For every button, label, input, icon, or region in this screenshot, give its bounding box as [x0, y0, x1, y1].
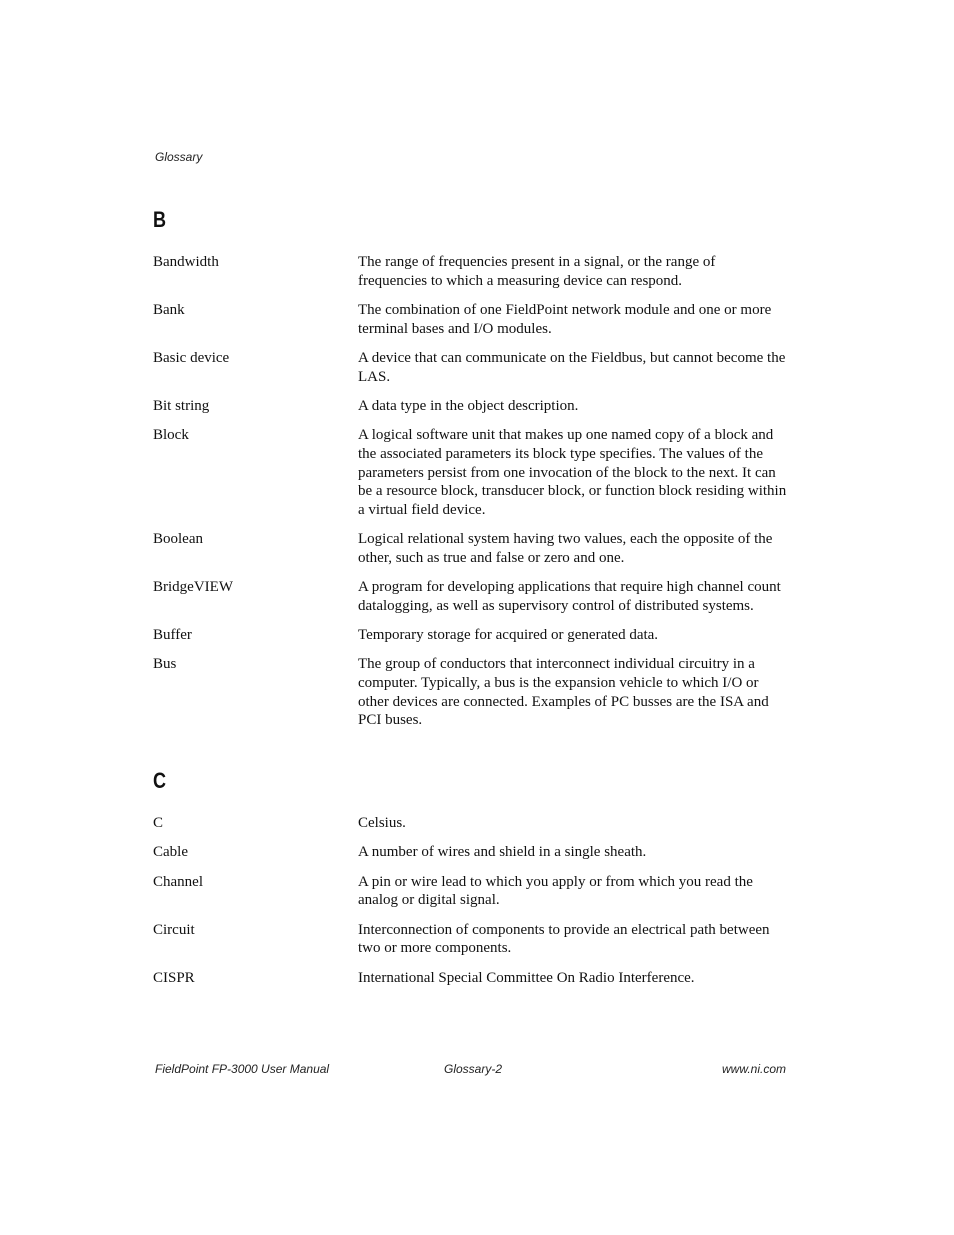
glossary-term: C — [153, 815, 164, 831]
footer-manual-title: FieldPoint FP-3000 User Manual — [155, 1062, 330, 1076]
glossary-definition: A data type in the object description. — [358, 397, 579, 414]
glossary-definition: A number of wires and shield in a single sheath. — [358, 844, 647, 861]
glossary-entry — [153, 873, 793, 910]
glossary-term: Bit string — [153, 397, 210, 414]
glossary-entry — [153, 921, 793, 958]
glossary-term: Circuit — [153, 921, 195, 938]
glossary-entry — [153, 253, 793, 290]
running-head: Glossary — [155, 150, 203, 164]
glossary-term: Block — [153, 427, 189, 444]
glossary-definition: A device that can communicate on the Fieldbus, but cannot become the LAS. — [358, 349, 786, 385]
glossary-definition: Temporary storage for acquired or generated data. — [358, 627, 659, 644]
glossary-definition: International Special Committee On Radio Interference. — [358, 969, 695, 986]
section-letter: B — [153, 207, 167, 232]
glossary-term: Bandwidth — [153, 254, 219, 270]
glossary-entry — [153, 397, 793, 416]
glossary-entry — [153, 578, 793, 615]
glossary-definition: The group of conductors that interconnect individual circuitry in a computer. Typically, a bus is the expansion vehicle to which I/O or other devices are connected. Examples of PC busses are the ISA and PCI buses. — [358, 656, 769, 729]
glossary-definition: A pin or wire lead to which you apply or from which you read the analog or digital signal. — [358, 873, 753, 909]
glossary-entry — [153, 301, 793, 338]
glossary-definition: The range of frequencies present in a signal, or the range of frequencies to which a measuring device can respond. — [358, 254, 716, 289]
glossary-term: CISPR — [153, 969, 195, 986]
glossary-term: Buffer — [153, 627, 192, 644]
glossary-entry — [153, 349, 793, 386]
glossary-term: Channel — [153, 873, 203, 890]
glossary-definition: Interconnection of components to provide an electrical path between two or more components. — [358, 921, 770, 957]
section-letter: C — [153, 768, 167, 793]
glossary-entry — [153, 814, 793, 833]
page-footer — [155, 1062, 786, 1078]
glossary-definition: Logical relational system having two values, each the opposite of the other, such as true and false or zero and one. — [358, 531, 773, 566]
glossary-section-b — [153, 207, 793, 741]
glossary-term: BridgeVIEW — [153, 579, 233, 596]
glossary-entry — [153, 530, 793, 567]
glossary-term: Bus — [153, 656, 177, 673]
glossary-definition: Celsius. — [358, 815, 406, 831]
glossary-entry — [153, 969, 793, 988]
glossary-definition: A logical software unit that makes up one named copy of a block and the associated parameters its block type specifies. The values of the parameters persist from one invocation of the block to the next. It can be a resource block, transducer block, or function block residing within a virtual field device. — [358, 427, 787, 518]
glossary-term: Cable — [153, 844, 188, 861]
glossary-definition: A program for developing applications that require high channel count datalogging, as well as supervisory control of distributed systems. — [358, 579, 781, 614]
glossary-entry — [153, 843, 793, 862]
footer-website-link[interactable]: www.ni.com — [721, 1062, 786, 1076]
footer-page-number: Glossary-2 — [444, 1062, 503, 1076]
glossary-term: Bank — [153, 301, 185, 318]
glossary-entry — [153, 655, 793, 729]
glossary-section-c — [153, 768, 793, 998]
glossary-definition: The combination of one FieldPoint network module and one or more terminal bases and I/O modules. — [358, 301, 772, 337]
glossary-term: Basic device — [153, 349, 230, 366]
glossary-entry — [153, 426, 793, 519]
glossary-entry — [153, 626, 793, 645]
glossary-term: Boolean — [153, 531, 203, 548]
